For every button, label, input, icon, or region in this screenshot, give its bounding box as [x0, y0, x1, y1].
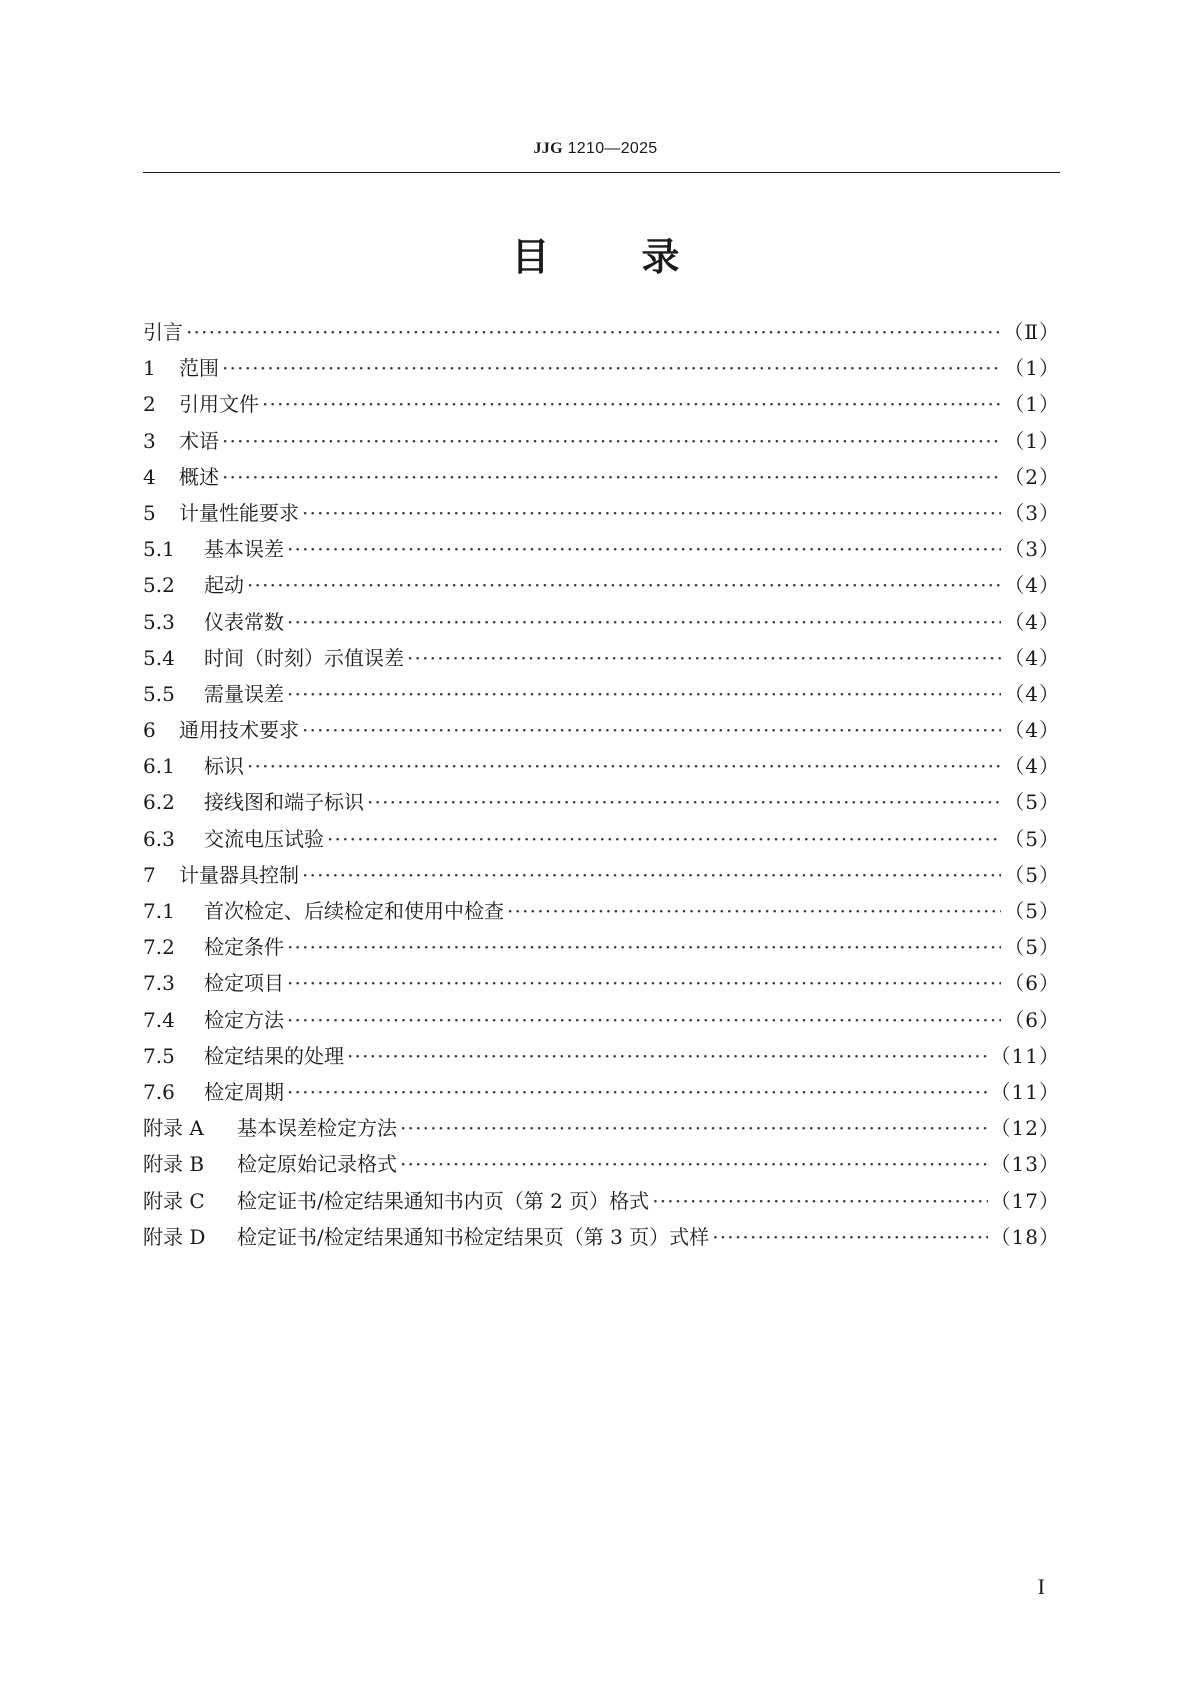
- toc-page-number: （11）: [990, 1079, 1060, 1104]
- toc-page-number: （4）: [1004, 645, 1060, 670]
- toc-entry[interactable]: [143, 604, 1060, 640]
- toc-entry[interactable]: [143, 893, 1060, 929]
- toc-dot-leader: [287, 1002, 1001, 1038]
- toc-dot-leader: [247, 567, 1001, 603]
- toc-section-number: 2: [143, 392, 156, 417]
- toc-page-number: （1）: [1004, 392, 1060, 417]
- toc-page-number: （4）: [1004, 681, 1060, 706]
- toc-dot-leader: [367, 784, 1001, 820]
- toc-entry[interactable]: [143, 567, 1060, 603]
- toc-section-number: 4: [143, 464, 156, 489]
- toc-page-number: （4）: [1004, 609, 1060, 634]
- toc-dot-leader: [302, 857, 1001, 893]
- toc-entry-title: 时间（时刻）示值误差: [204, 645, 404, 670]
- toc-dot-leader: [400, 1110, 988, 1146]
- toc-section-number: 7.6: [143, 1079, 175, 1104]
- toc-dot-leader: [287, 1074, 988, 1110]
- toc-entry-title: 引言: [143, 320, 183, 344]
- toc-entry[interactable]: [143, 459, 1060, 495]
- page-title: [0, 226, 1191, 281]
- toc-dot-leader: [327, 821, 1001, 857]
- toc-page-number: （1）: [1004, 356, 1060, 381]
- toc-entry-title: 接线图和端子标识: [204, 790, 364, 815]
- toc-dot-leader: [262, 386, 1001, 422]
- toc-page-number: （4）: [1004, 573, 1060, 598]
- toc-page-number: （2）: [1004, 464, 1060, 489]
- toc-section-number: 7.3: [143, 971, 175, 996]
- toc-entry-title: 交流电压试验: [204, 826, 324, 851]
- toc-section-number: 7: [143, 862, 156, 887]
- toc-appendix-label: [143, 1110, 397, 1146]
- toc-entry-title: 起动: [204, 573, 244, 598]
- toc-dot-leader: [222, 459, 1001, 495]
- toc-page-number: （5）: [1004, 826, 1060, 851]
- toc-entry[interactable]: [143, 314, 1060, 350]
- toc-section-number: 5.5: [143, 681, 175, 706]
- toc-dot-leader: [407, 640, 1001, 676]
- toc-appendix-number: 附录 A: [143, 1116, 204, 1141]
- toc-appendix-label: [143, 1183, 649, 1219]
- toc-dot-leader: [287, 604, 1001, 640]
- title-char-1: 目: [511, 235, 550, 279]
- toc-entry-title: 基本误差检定方法: [237, 1116, 397, 1141]
- toc-section-number: 5.3: [143, 609, 175, 634]
- toc-entry[interactable]: [143, 1002, 1060, 1038]
- toc-page-number: （17）: [990, 1188, 1060, 1213]
- toc-dot-leader: [652, 1183, 987, 1219]
- toc-entry-title: 检定原始记录格式: [237, 1152, 397, 1177]
- toc-dot-leader: [287, 676, 1001, 712]
- toc-entry[interactable]: [143, 1074, 1060, 1110]
- toc-entry[interactable]: [143, 929, 1060, 965]
- toc-page-number: （12）: [990, 1116, 1060, 1141]
- toc-section-number: 5.2: [143, 573, 175, 598]
- toc-page-number: （11）: [990, 1043, 1060, 1068]
- toc-section-number: 7.2: [143, 935, 175, 960]
- toc-appendix-number: 附录 C: [143, 1188, 205, 1213]
- toc-entry-title: 计量性能要求: [179, 500, 299, 525]
- toc-section-number: 6.2: [143, 790, 175, 815]
- toc-entry[interactable]: [143, 1038, 1060, 1074]
- toc-section-number: 7.4: [143, 1007, 175, 1032]
- title-char-2: 录: [641, 235, 680, 279]
- toc-page-number: （3）: [1004, 500, 1060, 525]
- toc-entry[interactable]: [143, 1219, 1060, 1255]
- toc-dot-leader: [712, 1219, 987, 1255]
- toc-entry-title: 标识: [204, 754, 244, 779]
- toc-entry[interactable]: [143, 1183, 1060, 1219]
- toc-dot-leader: [222, 423, 1001, 459]
- toc-section-number: 7.5: [143, 1043, 175, 1068]
- toc-entry-title: 检定结果的处理: [204, 1043, 344, 1068]
- toc-page-number: （5）: [1004, 790, 1060, 815]
- toc-entry-title: 检定方法: [204, 1007, 284, 1032]
- toc-section-number: 5.4: [143, 645, 175, 670]
- page-number: I: [1037, 1574, 1045, 1599]
- toc-page-number: （5）: [1004, 935, 1060, 960]
- toc-entry-title: 仪表常数: [204, 609, 284, 634]
- toc-entry[interactable]: [143, 531, 1060, 567]
- toc-page-number: （13）: [990, 1152, 1060, 1177]
- toc-page-number: （3）: [1004, 537, 1060, 562]
- toc-entry-title: 检定项目: [204, 971, 284, 996]
- toc-entry[interactable]: [143, 748, 1060, 784]
- toc-dot-leader: [247, 748, 1001, 784]
- toc-dot-leader: [287, 965, 1001, 1001]
- toc-entry[interactable]: [143, 350, 1060, 386]
- toc-entry-title: 基本误差: [204, 537, 284, 562]
- toc-dot-leader: [287, 929, 1001, 965]
- toc-entry-title: 检定证书/检定结果通知书内页（第 2 页）格式: [237, 1188, 650, 1213]
- toc-entry-title: 检定条件: [204, 935, 284, 960]
- toc-section-number: 6: [143, 718, 156, 743]
- toc-section-number: 7.1: [143, 899, 175, 923]
- toc-entry[interactable]: [143, 386, 1060, 422]
- toc-entry-title: 概述: [179, 464, 219, 489]
- toc-dot-leader: [347, 1038, 988, 1074]
- toc-entry[interactable]: [143, 1146, 1060, 1182]
- toc-dot-leader: [507, 893, 1001, 929]
- toc-section-number: 6.3: [143, 826, 175, 851]
- toc-dot-leader: [222, 350, 1001, 386]
- toc-page-number: （6）: [1004, 1007, 1060, 1032]
- toc-page-number: （6）: [1004, 971, 1060, 996]
- toc-entry[interactable]: [143, 676, 1060, 712]
- toc-entry[interactable]: [143, 712, 1060, 748]
- toc-entry[interactable]: [143, 784, 1060, 820]
- toc-entry-title: 术语: [179, 428, 219, 453]
- toc-dot-leader: [287, 531, 1001, 567]
- toc-entry-title: 引用文件: [179, 392, 259, 417]
- toc-entry[interactable]: [143, 857, 1060, 893]
- toc-section-number: 5: [143, 500, 156, 525]
- standard-code: JJG: [533, 140, 563, 157]
- toc-section-number: 5.1: [143, 537, 175, 562]
- toc-appendix-number: 附录 D: [143, 1224, 206, 1249]
- toc-section-number: 6.1: [143, 754, 175, 779]
- toc-entry[interactable]: [143, 965, 1060, 1001]
- toc-page-number: （1）: [1004, 428, 1060, 453]
- toc-page-number: （4）: [1004, 754, 1060, 779]
- toc-appendix-label: [143, 1146, 397, 1182]
- header-rule: [143, 172, 1060, 173]
- toc-page-number: （Ⅱ）: [1003, 320, 1060, 344]
- toc-entry-title: 通用技术要求: [179, 718, 299, 743]
- toc-section-number: 1: [143, 356, 156, 381]
- toc-entry-title: 范围: [179, 356, 219, 381]
- toc-entry-title: 检定周期: [204, 1079, 284, 1104]
- toc-page-number: （4）: [1004, 718, 1060, 743]
- toc-dot-leader: [302, 495, 1001, 531]
- running-header: [0, 140, 1191, 158]
- toc-dot-leader: [400, 1146, 988, 1182]
- toc-page-number: （18）: [990, 1224, 1060, 1249]
- toc-entry-title: 计量器具控制: [179, 862, 299, 887]
- toc-page-number: （5）: [1004, 899, 1060, 923]
- toc-entry[interactable]: [143, 821, 1060, 857]
- table-of-contents: [143, 314, 1060, 1255]
- toc-entry[interactable]: [143, 640, 1060, 676]
- toc-appendix-number: 附录 B: [143, 1152, 205, 1177]
- toc-entry-title: 需量误差: [204, 681, 284, 706]
- toc-entry[interactable]: [143, 1110, 1060, 1146]
- toc-entry[interactable]: [143, 495, 1060, 531]
- toc-page-number: （5）: [1004, 862, 1060, 887]
- toc-entry-title: 首次检定、后续检定和使用中检查: [204, 899, 504, 923]
- toc-entry[interactable]: [143, 423, 1060, 459]
- standard-number: 1210—2025: [567, 140, 658, 157]
- toc-appendix-label: [143, 1219, 709, 1255]
- toc-dot-leader: [302, 712, 1001, 748]
- toc-dot-leader: [186, 314, 1000, 350]
- toc-entry-title: 检定证书/检定结果通知书检定结果页（第 3 页）式样: [237, 1224, 710, 1249]
- toc-section-number: 3: [143, 428, 156, 453]
